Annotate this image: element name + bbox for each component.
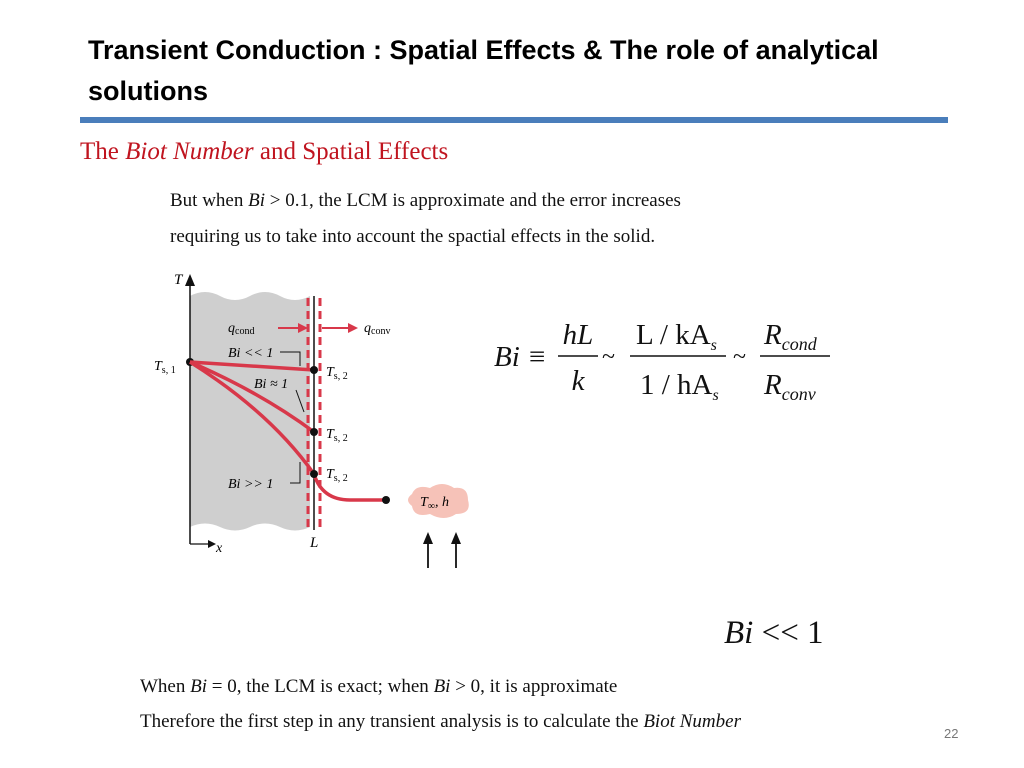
eq-f2-num-text: L / kA <box>636 319 711 351</box>
bottom1-mid: = 0, the LCM is exact; when <box>207 676 434 697</box>
subtitle-pre: The <box>80 138 126 165</box>
fluid-point <box>382 496 390 504</box>
eq-f2-den-text: 1 / hA <box>640 369 713 401</box>
temperature-distribution-figure <box>150 262 480 582</box>
bi-approx-label: Bi ≈ 1 <box>254 377 289 392</box>
q-conv-symbol: q <box>364 321 371 336</box>
ts1-subscript: s, 1 <box>161 365 176 376</box>
biot-condition-var: Bi <box>724 615 754 651</box>
biot-equation <box>490 312 840 412</box>
fluid-T-symbol: T <box>420 495 428 510</box>
ts2-2-symbol: T <box>326 427 334 442</box>
eq-f3-num <box>763 319 818 354</box>
eq-f2-den-sub: s <box>712 387 719 404</box>
ts2-label-1 <box>326 365 348 382</box>
eq-f1-den: k <box>571 365 585 397</box>
ts1-label <box>154 359 176 376</box>
title-divider <box>80 117 948 123</box>
q-cond-subscript: cond <box>235 326 255 337</box>
biot-condition-rest: << 1 <box>753 615 824 651</box>
q-conv-subscript: conv <box>371 326 391 337</box>
subtitle-italic: Biot Number <box>125 138 254 165</box>
length-label: L <box>310 535 319 551</box>
ts2-label-3 <box>326 467 348 484</box>
ts2-label-2 <box>326 427 348 444</box>
bi-much-less-label: Bi << 1 <box>228 346 274 361</box>
eq-f3-num-sub: cond <box>781 334 817 354</box>
subtitle-post: and Spatial Effects <box>253 138 449 165</box>
fluid-h-label: , h <box>434 495 449 510</box>
eq-sim-1: ~ <box>602 344 615 370</box>
eq-f2-den <box>640 369 719 404</box>
bottom-line-2 <box>140 711 741 733</box>
bottom-line-1 <box>140 676 617 698</box>
fluid-label <box>420 495 449 512</box>
x-axis-label: x <box>216 541 223 556</box>
ts2-3-subscript: s, 2 <box>333 473 348 484</box>
bottom1-var1: Bi <box>190 676 208 697</box>
section-heading <box>80 138 448 166</box>
eq-f3-den-sub: conv <box>781 384 816 404</box>
x-axis-arrow-icon <box>208 540 216 548</box>
eq-f2-num <box>636 319 717 354</box>
t-axis-label: T <box>174 272 183 288</box>
q-cond-symbol: q <box>228 321 235 336</box>
eq-f3-num-text: R <box>764 319 782 351</box>
eq-lhs <box>494 341 547 373</box>
eq-lhs-text: Bi ≡ <box>494 341 547 373</box>
intro1-var: Bi <box>248 190 265 211</box>
bi-much-greater-label: Bi >> 1 <box>228 477 274 492</box>
ts2-1-subscript: s, 2 <box>333 371 348 382</box>
ts2-point-3 <box>310 470 318 478</box>
ts2-point-2 <box>310 428 318 436</box>
fluid-T-subscript: ∞ <box>427 501 435 512</box>
intro-line-1 <box>170 190 681 212</box>
ts2-1-symbol: T <box>326 365 334 380</box>
eq-f2-num-sub: s <box>710 337 717 354</box>
ts2-point-1 <box>310 366 318 374</box>
intro-line-2: requiring us to take into account the spactial effects in the solid. <box>170 226 656 247</box>
ts2-3-symbol: T <box>326 467 334 482</box>
bottom2-pre: Therefore the first step in any transient analysis is to calculate the <box>140 711 644 732</box>
eq-f1-num: hL <box>562 319 594 351</box>
flow-arrow-1-icon <box>423 532 433 544</box>
intro1-post: > 0.1, the LCM is approximate and the error increases <box>265 190 681 211</box>
eq-f3-den-text: R <box>764 369 782 401</box>
biot-condition <box>724 615 824 652</box>
page-number: 22 <box>944 726 959 741</box>
flow-arrow-2-icon <box>451 532 461 544</box>
slide-title: Transient Conduction : Spatial Effects & The role of analytical solutions <box>88 35 879 106</box>
t-axis-arrow-icon <box>185 274 195 286</box>
q-conv-arrow-icon <box>348 323 358 333</box>
eq-sim-2: ~ <box>733 344 746 370</box>
bottom1-post: > 0, it is approximate <box>450 676 618 697</box>
bottom1-pre: When <box>140 676 191 697</box>
q-conv-label <box>364 321 390 337</box>
eq-f3-den <box>763 369 816 404</box>
ts2-2-subscript: s, 2 <box>333 433 348 444</box>
bottom2-italic: Biot Number <box>643 711 741 732</box>
ts1-symbol: T <box>154 359 162 374</box>
intro1-pre: But when <box>170 190 249 211</box>
bottom1-var2: Bi <box>433 676 451 697</box>
